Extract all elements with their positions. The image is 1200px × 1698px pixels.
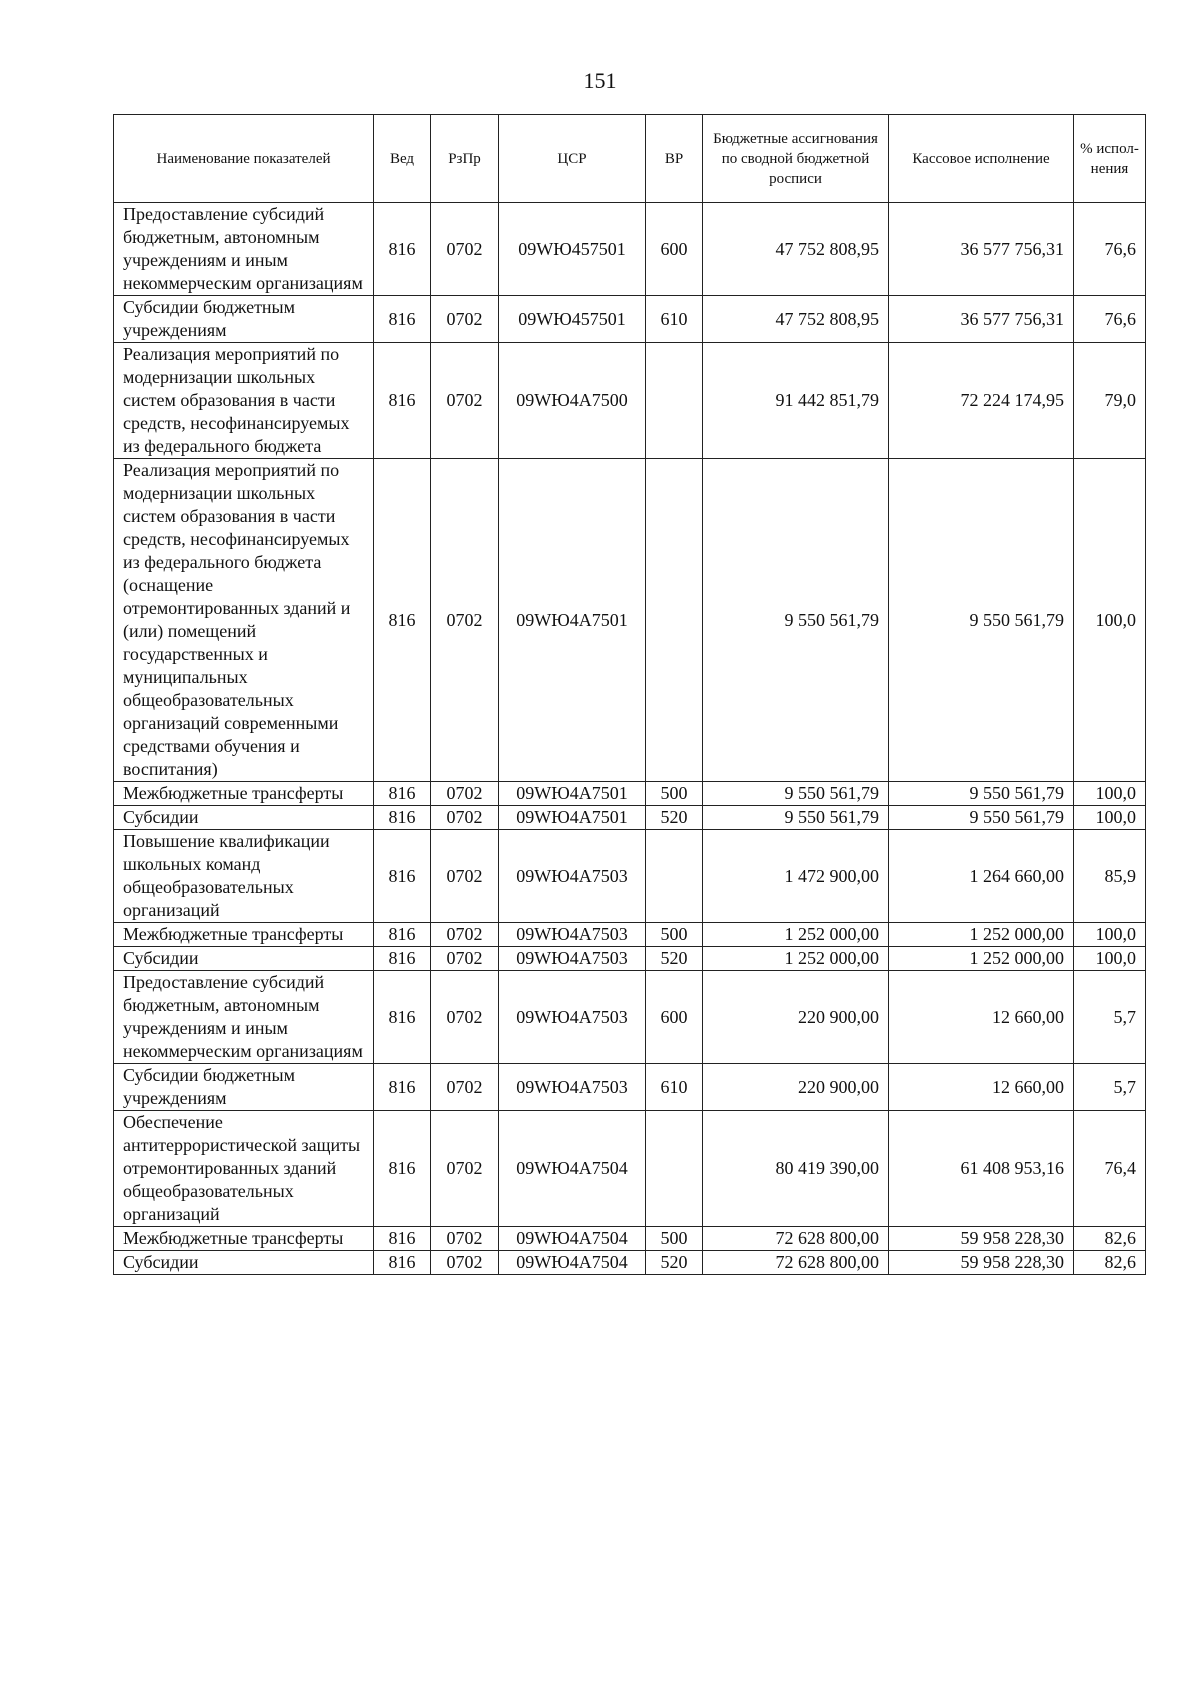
table-row [114, 1111, 1146, 1227]
cell-csr: 09WЮ4A7504 [499, 1251, 646, 1275]
cell-name: Повышение квалификации школьных команд общеобразовательных организаций [114, 830, 374, 923]
cell-rzpr: 0702 [431, 296, 499, 343]
cell-name: Реализация мероприятий по модернизации школьных систем образования в части средств, несофинансируемых из федерального бюджета (оснащение отремонтированных зданий и (или) помещений государственных и муниципальных общеобразовательных организаций современными средствами обучения и воспитания) [114, 459, 374, 782]
cell-vr [646, 1111, 703, 1227]
cell-cash-execution: 36 577 756,31 [889, 203, 1074, 296]
cell-rzpr: 0702 [431, 343, 499, 459]
cell-rzpr: 0702 [431, 947, 499, 971]
cell-vr: 610 [646, 296, 703, 343]
cell-percent: 100,0 [1074, 782, 1146, 806]
table-row [114, 830, 1146, 923]
cell-vr [646, 459, 703, 782]
header-vr: ВР [646, 115, 703, 203]
cell-cash-execution: 9 550 561,79 [889, 782, 1074, 806]
table-row [114, 971, 1146, 1064]
cell-vr: 610 [646, 1064, 703, 1111]
cell-csr: 09WЮ4A7503 [499, 830, 646, 923]
cell-ved: 816 [374, 296, 431, 343]
cell-cash-execution: 1 252 000,00 [889, 923, 1074, 947]
cell-cash-execution: 12 660,00 [889, 971, 1074, 1064]
header-ved: Вед [374, 115, 431, 203]
page-number: 151 [583, 68, 617, 93]
cell-percent: 76,4 [1074, 1111, 1146, 1227]
cell-vr: 520 [646, 806, 703, 830]
cell-assignments: 1 252 000,00 [703, 947, 889, 971]
table-row [114, 296, 1146, 343]
cell-csr: 09WЮ4A7503 [499, 971, 646, 1064]
cell-ved: 816 [374, 830, 431, 923]
cell-cash-execution: 61 408 953,16 [889, 1111, 1074, 1227]
cell-csr: 09WЮ4A7503 [499, 947, 646, 971]
cell-cash-execution: 1 252 000,00 [889, 947, 1074, 971]
cell-vr [646, 830, 703, 923]
cell-csr: 09WЮ4A7503 [499, 1064, 646, 1111]
cell-cash-execution: 1 264 660,00 [889, 830, 1074, 923]
cell-vr: 500 [646, 782, 703, 806]
table-row [114, 1251, 1146, 1275]
cell-percent: 76,6 [1074, 296, 1146, 343]
cell-ved: 816 [374, 459, 431, 782]
cell-rzpr: 0702 [431, 923, 499, 947]
cell-vr: 600 [646, 203, 703, 296]
cell-ved: 816 [374, 1064, 431, 1111]
cell-csr: 09WЮ4A7504 [499, 1227, 646, 1251]
cell-percent: 85,9 [1074, 830, 1146, 923]
cell-rzpr: 0702 [431, 782, 499, 806]
cell-ved: 816 [374, 782, 431, 806]
cell-assignments: 220 900,00 [703, 971, 889, 1064]
cell-name: Субсидии бюджетным учреждениям [114, 296, 374, 343]
cell-name: Субсидии [114, 1251, 374, 1275]
cell-rzpr: 0702 [431, 1064, 499, 1111]
cell-name: Предоставление субсидий бюджетным, автономным учреждениям и иным некоммерческим организациям [114, 203, 374, 296]
cell-cash-execution: 9 550 561,79 [889, 459, 1074, 782]
table-row [114, 459, 1146, 782]
cell-percent: 5,7 [1074, 971, 1146, 1064]
cell-ved: 816 [374, 971, 431, 1064]
cell-rzpr: 0702 [431, 1251, 499, 1275]
header-percent: % испол-нения [1074, 115, 1146, 203]
table-row [114, 923, 1146, 947]
table-row [114, 343, 1146, 459]
cell-csr: 09WЮ4A7503 [499, 923, 646, 947]
header-cash-execution: Кассовое исполнение [889, 115, 1074, 203]
cell-rzpr: 0702 [431, 830, 499, 923]
cell-cash-execution: 9 550 561,79 [889, 806, 1074, 830]
cell-rzpr: 0702 [431, 806, 499, 830]
cell-percent: 79,0 [1074, 343, 1146, 459]
cell-cash-execution: 36 577 756,31 [889, 296, 1074, 343]
cell-csr: 09WЮ457501 [499, 203, 646, 296]
header-csr: ЦСР [499, 115, 646, 203]
cell-assignments: 9 550 561,79 [703, 782, 889, 806]
cell-ved: 816 [374, 1111, 431, 1227]
cell-assignments: 1 252 000,00 [703, 923, 889, 947]
cell-ved: 816 [374, 1251, 431, 1275]
cell-name: Межбюджетные трансферты [114, 1227, 374, 1251]
cell-ved: 816 [374, 203, 431, 296]
cell-name: Межбюджетные трансферты [114, 782, 374, 806]
cell-percent: 100,0 [1074, 947, 1146, 971]
cell-name: Субсидии бюджетным учреждениям [114, 1064, 374, 1111]
cell-percent: 82,6 [1074, 1251, 1146, 1275]
cell-ved: 816 [374, 923, 431, 947]
cell-vr: 600 [646, 971, 703, 1064]
cell-name: Предоставление субсидий бюджетным, автономным учреждениям и иным некоммерческим организациям [114, 971, 374, 1064]
cell-vr: 500 [646, 923, 703, 947]
cell-assignments: 72 628 800,00 [703, 1251, 889, 1275]
cell-assignments: 72 628 800,00 [703, 1227, 889, 1251]
cell-percent: 82,6 [1074, 1227, 1146, 1251]
cell-rzpr: 0702 [431, 203, 499, 296]
table-row [114, 1064, 1146, 1111]
cell-ved: 816 [374, 947, 431, 971]
cell-assignments: 220 900,00 [703, 1064, 889, 1111]
cell-assignments: 9 550 561,79 [703, 459, 889, 782]
table-row [114, 782, 1146, 806]
cell-cash-execution: 59 958 228,30 [889, 1227, 1074, 1251]
cell-csr: 09WЮ4A7501 [499, 459, 646, 782]
cell-csr: 09WЮ4A7500 [499, 343, 646, 459]
cell-ved: 816 [374, 1227, 431, 1251]
cell-rzpr: 0702 [431, 971, 499, 1064]
cell-assignments: 80 419 390,00 [703, 1111, 889, 1227]
table-row [114, 1227, 1146, 1251]
header-assignments: Бюджетные ассигнования по сводной бюджетной росписи [703, 115, 889, 203]
cell-assignments: 1 472 900,00 [703, 830, 889, 923]
cell-vr [646, 343, 703, 459]
header-name: Наименование показателей [114, 115, 374, 203]
cell-cash-execution: 12 660,00 [889, 1064, 1074, 1111]
cell-vr: 520 [646, 947, 703, 971]
cell-csr: 09WЮ4A7501 [499, 782, 646, 806]
cell-cash-execution: 72 224 174,95 [889, 343, 1074, 459]
cell-name: Субсидии [114, 806, 374, 830]
cell-percent: 5,7 [1074, 1064, 1146, 1111]
cell-csr: 09WЮ457501 [499, 296, 646, 343]
table-header-row [114, 115, 1146, 203]
cell-vr: 520 [646, 1251, 703, 1275]
cell-assignments: 9 550 561,79 [703, 806, 889, 830]
cell-name: Субсидии [114, 947, 374, 971]
table-row [114, 203, 1146, 296]
cell-csr: 09WЮ4A7501 [499, 806, 646, 830]
table-row [114, 806, 1146, 830]
cell-rzpr: 0702 [431, 459, 499, 782]
cell-percent: 100,0 [1074, 806, 1146, 830]
header-rzpr: РзПр [431, 115, 499, 203]
cell-ved: 816 [374, 343, 431, 459]
cell-percent: 100,0 [1074, 459, 1146, 782]
cell-rzpr: 0702 [431, 1227, 499, 1251]
cell-assignments: 47 752 808,95 [703, 296, 889, 343]
cell-cash-execution: 59 958 228,30 [889, 1251, 1074, 1275]
cell-assignments: 91 442 851,79 [703, 343, 889, 459]
cell-rzpr: 0702 [431, 1111, 499, 1227]
cell-name: Межбюджетные трансферты [114, 923, 374, 947]
cell-ved: 816 [374, 806, 431, 830]
cell-csr: 09WЮ4A7504 [499, 1111, 646, 1227]
cell-vr: 500 [646, 1227, 703, 1251]
cell-name: Обеспечение антитеррористической защиты отремонтированных зданий общеобразовательных организаций [114, 1111, 374, 1227]
budget-table [113, 114, 1146, 1275]
cell-percent: 100,0 [1074, 923, 1146, 947]
cell-name: Реализация мероприятий по модернизации школьных систем образования в части средств, несофинансируемых из федерального бюджета [114, 343, 374, 459]
cell-percent: 76,6 [1074, 203, 1146, 296]
cell-assignments: 47 752 808,95 [703, 203, 889, 296]
table-row [114, 947, 1146, 971]
